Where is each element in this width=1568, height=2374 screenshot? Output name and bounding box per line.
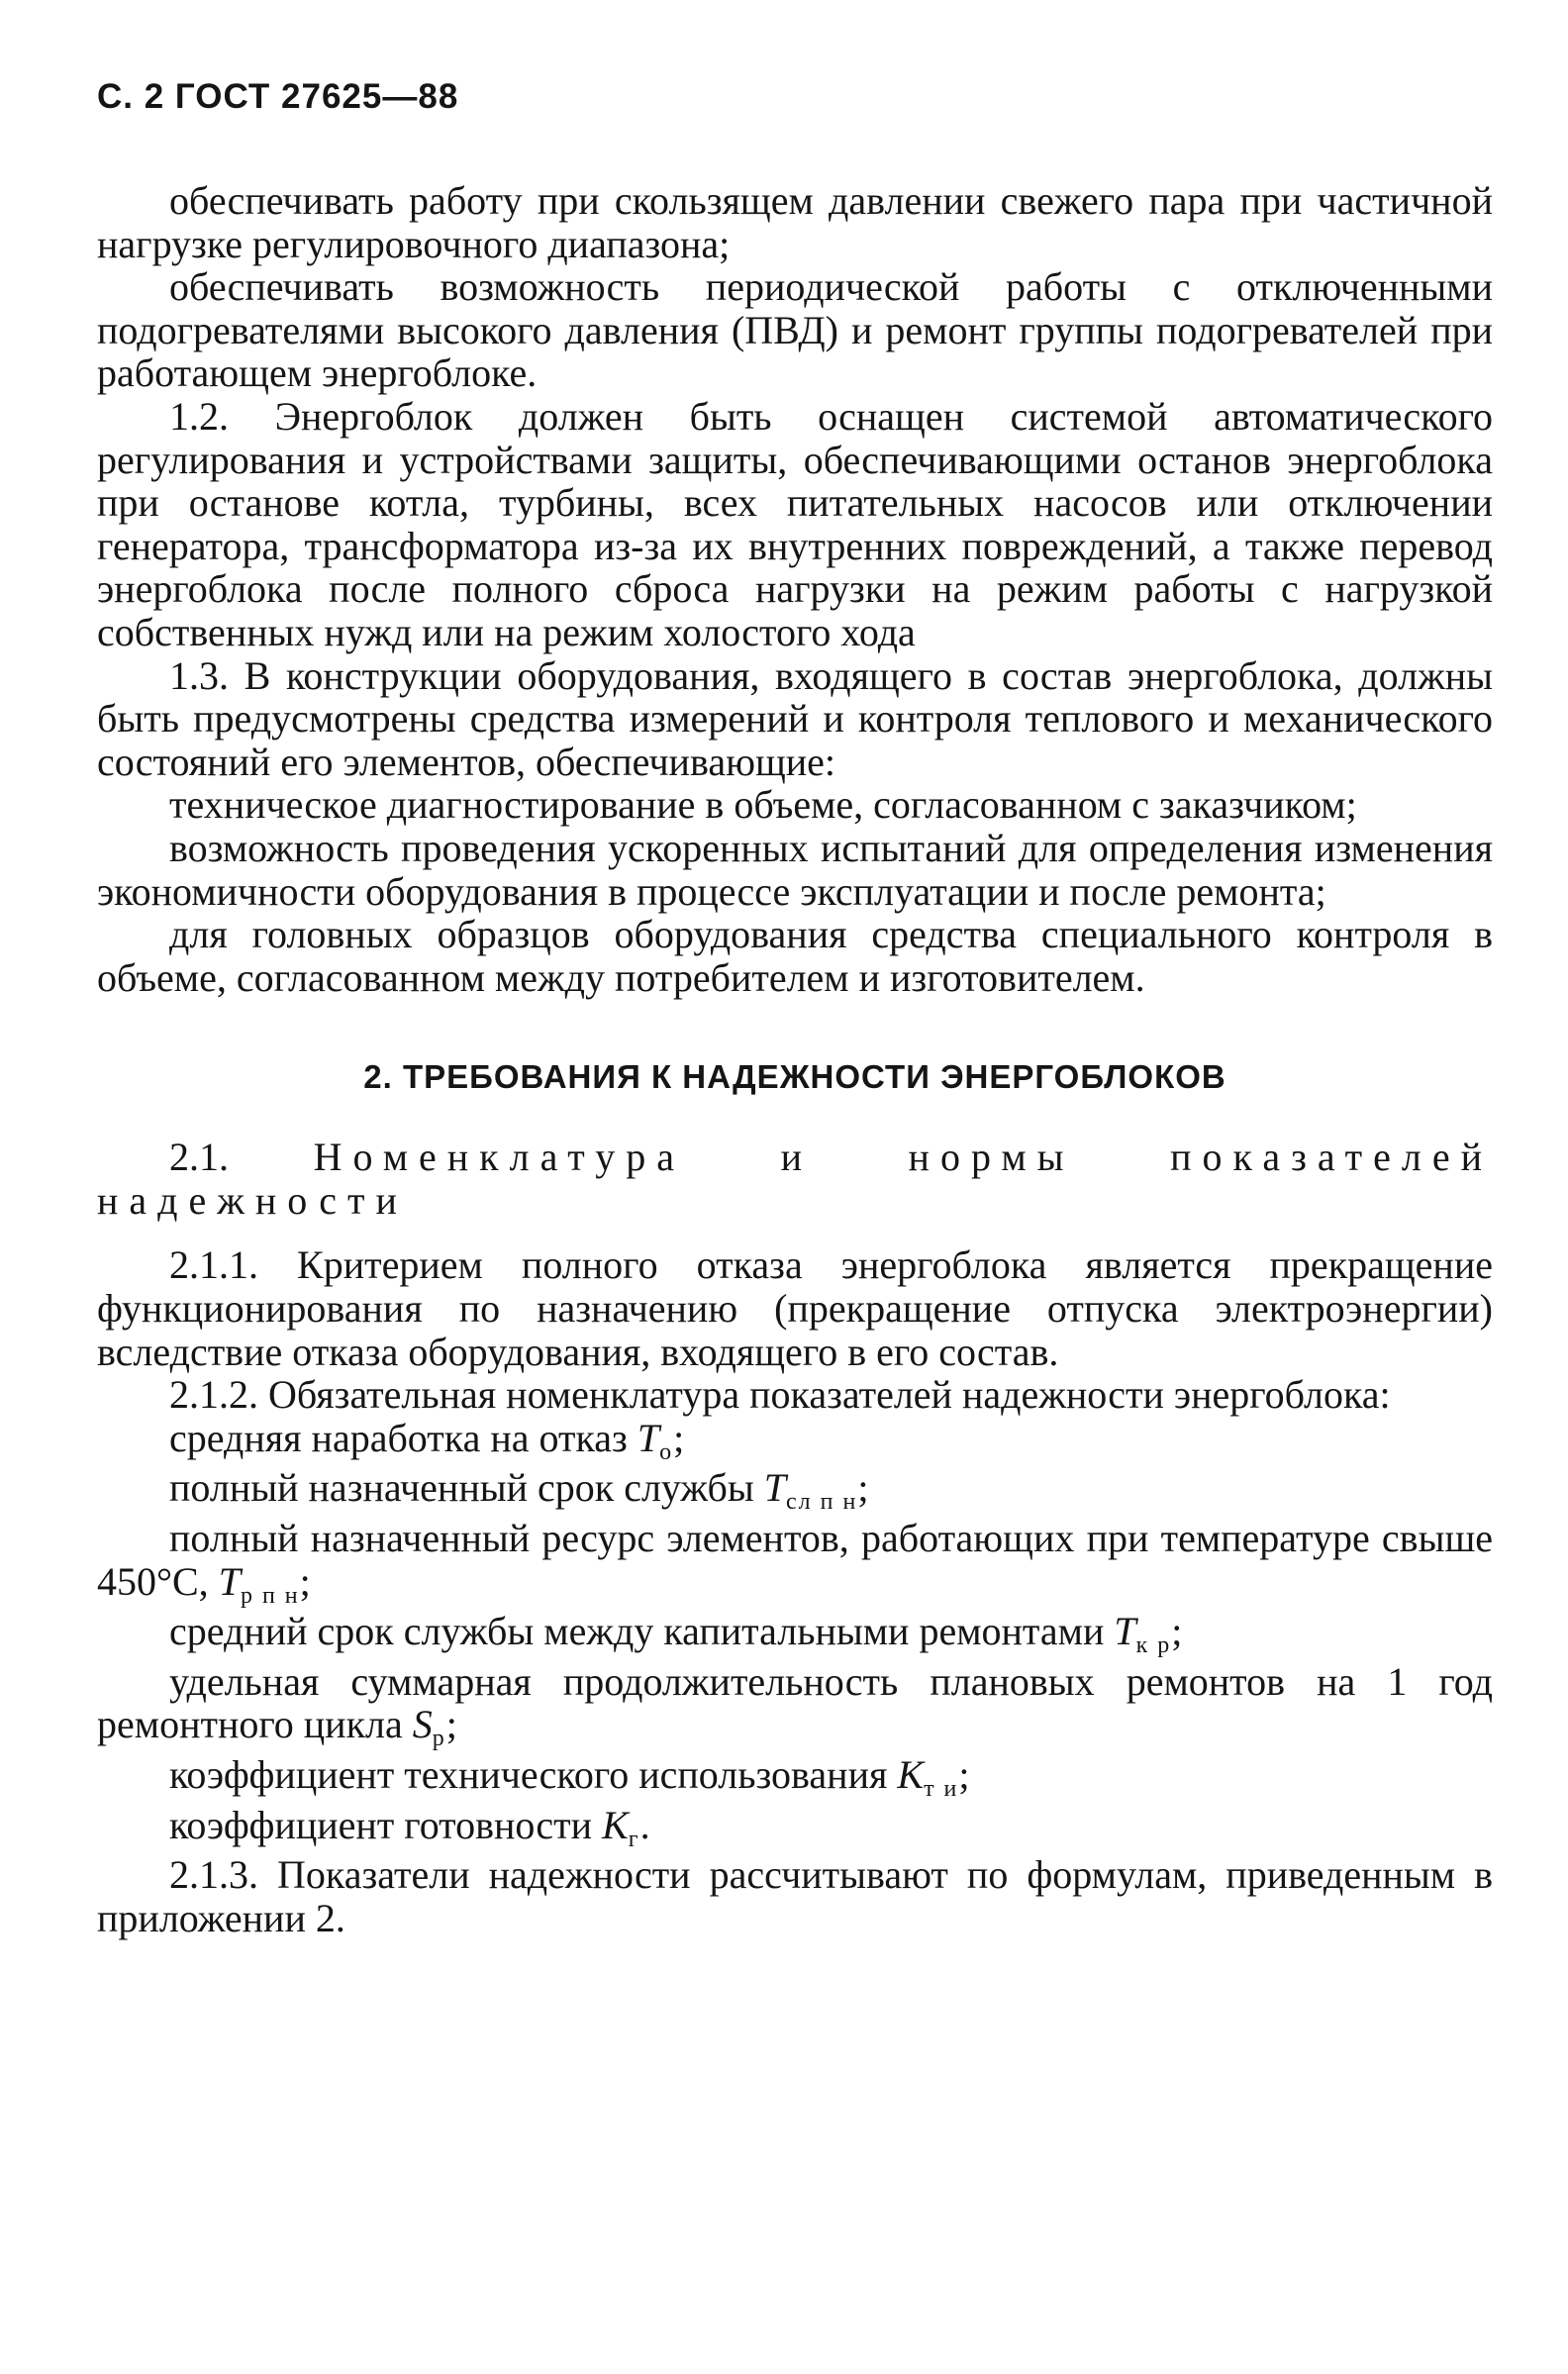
- list-item-availability-factor: коэффициент готовности $K_г$.: [169, 1802, 650, 1852]
- paragraph-1-3: 1.3. В конструкции оборудования, входящего в состав энергоблока, должны быть предусмотрены средства измерений и контроля теплового и механического состояний его элементов, обеспечивающие:: [97, 652, 1493, 784]
- symbol: K: [897, 1752, 925, 1797]
- symbol: K: [602, 1802, 629, 1847]
- list-item-utilization-factor: коэффициент технического использования $K_{т и}$;: [169, 1752, 970, 1802]
- symbol: T: [637, 1415, 660, 1460]
- subscript: о: [659, 1438, 674, 1465]
- paragraph-diagnostics: техническое диагностирование в объеме, согласованном с заказчиком;: [169, 782, 1357, 828]
- subsection-2-1-spaced-title: Номенклатура и нормы показателей надежности: [97, 1135, 1493, 1223]
- paragraph-1-2: 1.2. Энергоблок должен быть оснащен системой автоматического регулирования и устройствами защиты, обеспечивающими останов энергоблока при останове котла, турбины, всех питательных насосов или отключении генератора, трансформатора из-за их внутренних повреждений, а также перевод энергоблока после полного сброса нагрузки на режим работы с нагрузкой собственных нужд или на режим холостого хода: [97, 393, 1493, 654]
- subscript: р п н: [240, 1582, 300, 1609]
- subsection-2-1-title: [97, 1136, 1493, 1222]
- list-item-resource: полный назначенный ресурс элементов, работающих при температуре свыше 450°С, $T_{р п н}$;: [97, 1516, 1493, 1609]
- paragraph-2-1-1: 2.1.1. Критерием полного отказа энергоблока является прекращение функционирования по назначению (прекращение отпуска электроэнергии) вследствие отказа оборудования, входящего в его состав.: [97, 1242, 1493, 1374]
- section-2-heading: 2. ТРЕБОВАНИЯ К НАДЕЖНОСТИ ЭНЕРГОБЛОКОВ: [363, 1058, 1226, 1096]
- symbol: S: [412, 1702, 433, 1747]
- list-item-repair-duration: удельная суммарная продолжительность плановых ремонтов на 1 год ремонтного цикла $S_р$;: [97, 1658, 1493, 1752]
- symbol: T: [218, 1558, 241, 1604]
- subscript: к р: [1135, 1632, 1172, 1659]
- list-item-service-life: полный назначенный срок службы $T_{сл п н}$;: [169, 1465, 869, 1516]
- paragraph-2-1-2: 2.1.2. Обязательная номенклатура показателей надежности энергоблока:: [169, 1372, 1391, 1418]
- subscript: р: [432, 1726, 446, 1752]
- subscript: т и: [924, 1776, 959, 1802]
- paragraph-hph-operation: обеспечивать возможность периодической работы с отключенными подогревателями высокого давления (ПВД) и ремонт группы подогревателей при работающем энергоблоке.: [97, 264, 1493, 396]
- list-item-overhaul-interval: средний срок службы между капитальными ремонтами $T_{к р}$;: [169, 1609, 1183, 1659]
- paragraph-sliding-pressure: обеспечивать работу при скользящем давлении свежего пара при частичной нагрузке регулировочного диапазона;: [97, 178, 1493, 266]
- subsection-2-1-number: 2.1.: [169, 1135, 229, 1180]
- subscript: г: [628, 1826, 640, 1852]
- page-header: С. 2 ГОСТ 27625—88: [97, 77, 459, 116]
- symbol: T: [763, 1465, 786, 1511]
- document-page: [97, 79, 1493, 1939]
- subscript: сл п н: [785, 1489, 858, 1516]
- list-item-mtbf: средняя наработка на отказ $T_о$;: [169, 1415, 685, 1465]
- paragraph-2-1-3: 2.1.3. Показатели надежности рассчитывают по формулам, приведенным в приложении 2.: [97, 1852, 1493, 1940]
- paragraph-special-control: для головных образцов оборудования средства специального контроля в объеме, согласованном между потребителем и изготовителем.: [97, 912, 1493, 1000]
- paragraph-accelerated-tests: возможность проведения ускоренных испытаний для определения изменения экономичности оборудования в процессе эксплуатации и после ремонта;: [97, 825, 1493, 914]
- symbol: T: [1114, 1609, 1136, 1654]
